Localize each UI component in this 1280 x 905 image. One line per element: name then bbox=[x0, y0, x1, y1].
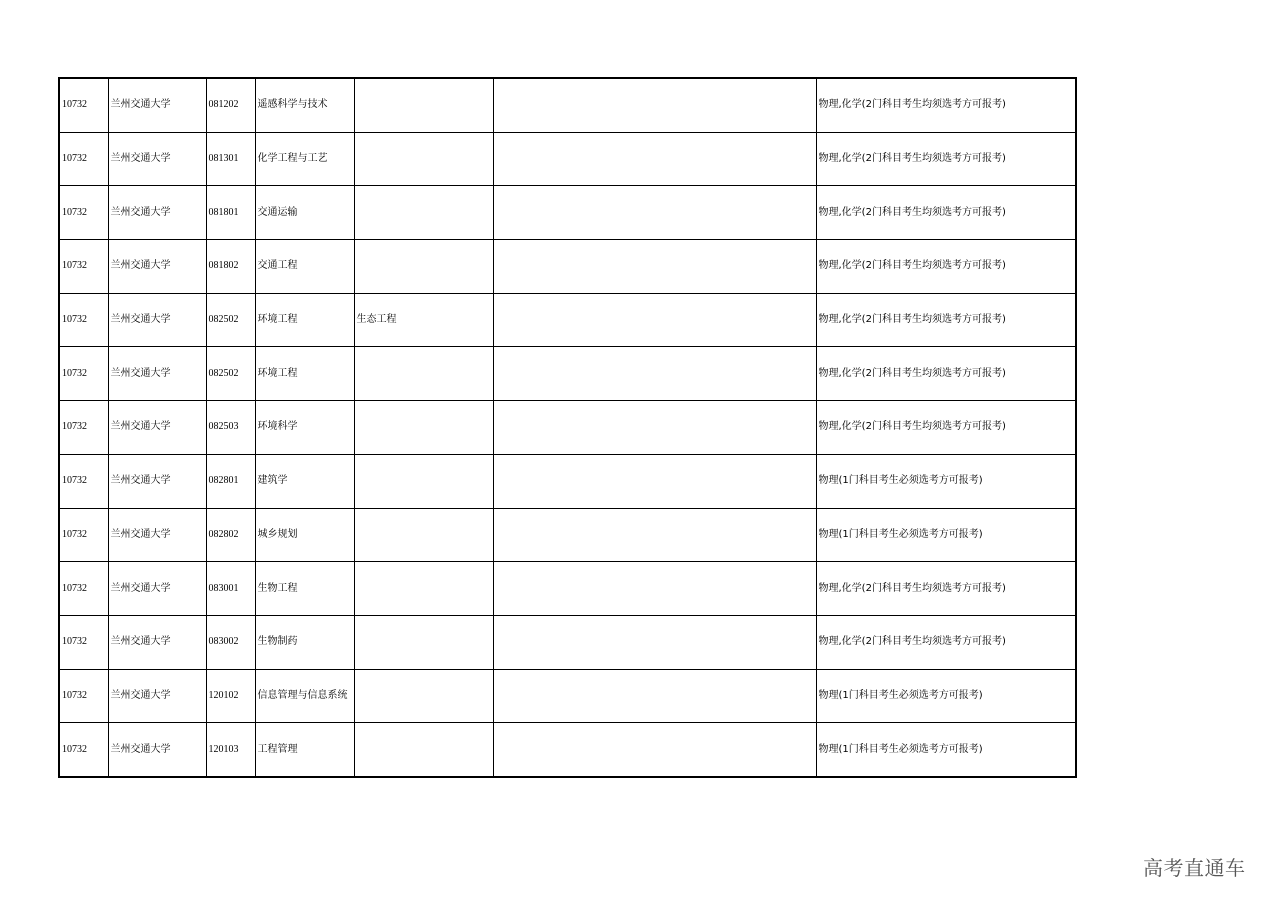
major-code-cell: 082502 bbox=[206, 293, 255, 347]
table-body bbox=[59, 78, 1076, 777]
sub-direction-cell bbox=[354, 669, 493, 723]
table-row bbox=[59, 454, 1076, 508]
sub-direction-cell bbox=[354, 454, 493, 508]
major-name-cell: 交通工程 bbox=[255, 240, 354, 294]
major-name-cell: 环境科学 bbox=[255, 401, 354, 455]
major-name-cell: 环境工程 bbox=[255, 293, 354, 347]
sub-direction-cell bbox=[354, 78, 493, 132]
table-row bbox=[59, 723, 1076, 777]
sub-direction-cell bbox=[354, 723, 493, 777]
major-name-cell: 信息管理与信息系统 bbox=[255, 669, 354, 723]
table-row bbox=[59, 562, 1076, 616]
major-code-cell: 083002 bbox=[206, 615, 255, 669]
school-name-cell: 兰州交通大学 bbox=[108, 454, 206, 508]
table-row bbox=[59, 132, 1076, 186]
subject-requirement-cell: 物理,化学(2门科目考生均须选考方可报考) bbox=[816, 401, 1076, 455]
school-name-cell: 兰州交通大学 bbox=[108, 508, 206, 562]
major-code-cell: 081202 bbox=[206, 78, 255, 132]
sub-direction-cell bbox=[354, 240, 493, 294]
sub-direction-cell bbox=[354, 562, 493, 616]
major-name-cell: 城乡规划 bbox=[255, 508, 354, 562]
major-code-cell: 081801 bbox=[206, 186, 255, 240]
table-row bbox=[59, 240, 1076, 294]
note-cell bbox=[493, 347, 816, 401]
subject-requirement-cell: 物理,化学(2门科目考生均须选考方可报考) bbox=[816, 78, 1076, 132]
note-cell bbox=[493, 401, 816, 455]
sub-direction-cell bbox=[354, 615, 493, 669]
school-code-cell: 10732 bbox=[59, 347, 108, 401]
school-name-cell: 兰州交通大学 bbox=[108, 240, 206, 294]
table-row bbox=[59, 186, 1076, 240]
major-name-cell: 环境工程 bbox=[255, 347, 354, 401]
subject-requirement-cell: 物理,化学(2门科目考生均须选考方可报考) bbox=[816, 293, 1076, 347]
school-name-cell: 兰州交通大学 bbox=[108, 615, 206, 669]
subject-requirement-cell: 物理,化学(2门科目考生均须选考方可报考) bbox=[816, 615, 1076, 669]
subject-requirement-cell: 物理,化学(2门科目考生均须选考方可报考) bbox=[816, 186, 1076, 240]
school-code-cell: 10732 bbox=[59, 186, 108, 240]
school-code-cell: 10732 bbox=[59, 562, 108, 616]
subject-requirement-cell: 物理,化学(2门科目考生均须选考方可报考) bbox=[816, 240, 1076, 294]
major-code-cell: 120103 bbox=[206, 723, 255, 777]
major-code-cell: 081802 bbox=[206, 240, 255, 294]
major-code-cell: 082801 bbox=[206, 454, 255, 508]
school-code-cell: 10732 bbox=[59, 669, 108, 723]
table-row bbox=[59, 669, 1076, 723]
note-cell bbox=[493, 454, 816, 508]
subject-requirement-cell: 物理(1门科目考生必须选考方可报考) bbox=[816, 723, 1076, 777]
table-row bbox=[59, 508, 1076, 562]
major-code-cell: 120102 bbox=[206, 669, 255, 723]
subject-requirement-cell: 物理,化学(2门科目考生均须选考方可报考) bbox=[816, 562, 1076, 616]
subject-requirement-cell: 物理(1门科目考生必须选考方可报考) bbox=[816, 669, 1076, 723]
table-row bbox=[59, 401, 1076, 455]
major-name-cell: 生物制药 bbox=[255, 615, 354, 669]
sub-direction-cell bbox=[354, 186, 493, 240]
subject-requirement-cell: 物理,化学(2门科目考生均须选考方可报考) bbox=[816, 132, 1076, 186]
watermark-logo-text: 高考直通车 bbox=[1143, 856, 1246, 880]
major-name-cell: 化学工程与工艺 bbox=[255, 132, 354, 186]
sub-direction-cell: 生态工程 bbox=[354, 293, 493, 347]
major-code-cell: 081301 bbox=[206, 132, 255, 186]
note-cell bbox=[493, 562, 816, 616]
subject-requirement-cell: 物理(1门科目考生必须选考方可报考) bbox=[816, 508, 1076, 562]
major-name-cell: 建筑学 bbox=[255, 454, 354, 508]
table-row bbox=[59, 615, 1076, 669]
sub-direction-cell bbox=[354, 508, 493, 562]
school-name-cell: 兰州交通大学 bbox=[108, 401, 206, 455]
major-name-cell: 交通运输 bbox=[255, 186, 354, 240]
note-cell bbox=[493, 240, 816, 294]
school-name-cell: 兰州交通大学 bbox=[108, 186, 206, 240]
school-code-cell: 10732 bbox=[59, 240, 108, 294]
school-name-cell: 兰州交通大学 bbox=[108, 669, 206, 723]
sub-direction-cell bbox=[354, 401, 493, 455]
major-name-cell: 生物工程 bbox=[255, 562, 354, 616]
school-code-cell: 10732 bbox=[59, 78, 108, 132]
school-code-cell: 10732 bbox=[59, 615, 108, 669]
major-code-cell: 082502 bbox=[206, 347, 255, 401]
note-cell bbox=[493, 669, 816, 723]
subject-requirement-cell: 物理(1门科目考生必须选考方可报考) bbox=[816, 454, 1076, 508]
school-name-cell: 兰州交通大学 bbox=[108, 723, 206, 777]
note-cell bbox=[493, 78, 816, 132]
school-code-cell: 10732 bbox=[59, 723, 108, 777]
subject-requirement-cell: 物理,化学(2门科目考生均须选考方可报考) bbox=[816, 347, 1076, 401]
note-cell bbox=[493, 615, 816, 669]
school-name-cell: 兰州交通大学 bbox=[108, 347, 206, 401]
school-code-cell: 10732 bbox=[59, 132, 108, 186]
note-cell bbox=[493, 508, 816, 562]
table-row bbox=[59, 293, 1076, 347]
note-cell bbox=[493, 723, 816, 777]
note-cell bbox=[493, 132, 816, 186]
school-code-cell: 10732 bbox=[59, 401, 108, 455]
school-name-cell: 兰州交通大学 bbox=[108, 562, 206, 616]
major-code-cell: 082802 bbox=[206, 508, 255, 562]
school-code-cell: 10732 bbox=[59, 508, 108, 562]
major-code-cell: 082503 bbox=[206, 401, 255, 455]
school-name-cell: 兰州交通大学 bbox=[108, 132, 206, 186]
note-cell bbox=[493, 186, 816, 240]
note-cell bbox=[493, 293, 816, 347]
sub-direction-cell bbox=[354, 347, 493, 401]
admission-table bbox=[58, 77, 1077, 778]
sub-direction-cell bbox=[354, 132, 493, 186]
school-code-cell: 10732 bbox=[59, 293, 108, 347]
table-row bbox=[59, 347, 1076, 401]
major-code-cell: 083001 bbox=[206, 562, 255, 616]
school-name-cell: 兰州交通大学 bbox=[108, 293, 206, 347]
major-name-cell: 工程管理 bbox=[255, 723, 354, 777]
school-code-cell: 10732 bbox=[59, 454, 108, 508]
major-name-cell: 遥感科学与技术 bbox=[255, 78, 354, 132]
table-row bbox=[59, 78, 1076, 132]
school-name-cell: 兰州交通大学 bbox=[108, 78, 206, 132]
